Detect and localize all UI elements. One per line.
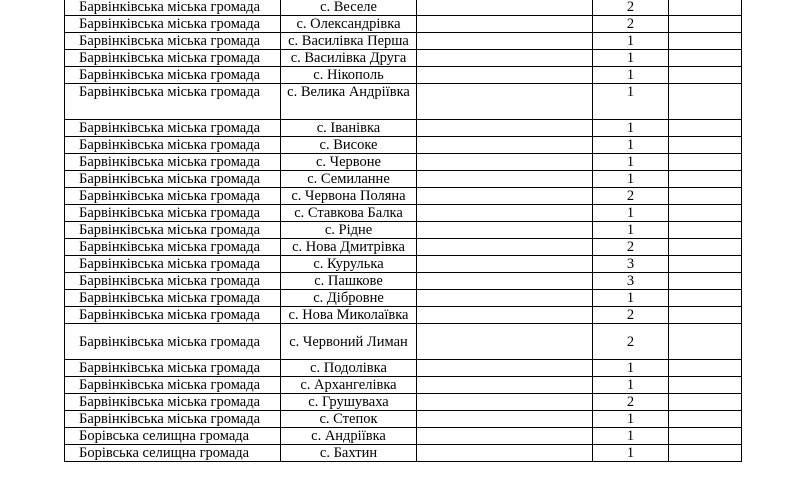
count-cell: 1 (593, 171, 669, 188)
extra-cell (669, 154, 742, 171)
table-row (65, 188, 742, 205)
value-cell (417, 290, 593, 307)
table-row (65, 445, 742, 462)
extra-cell (669, 84, 742, 120)
settlement-cell: с. Нова Дмитрівка (281, 239, 417, 256)
value-cell (417, 273, 593, 290)
community-cell: Барвінківська міська громада (65, 171, 281, 188)
community-cell: Барвінківська міська громада (65, 205, 281, 222)
count-cell: 1 (593, 120, 669, 137)
value-cell (417, 154, 593, 171)
table-body (65, 0, 742, 462)
value-cell (417, 307, 593, 324)
extra-cell (669, 188, 742, 205)
settlement-cell: с. Червоне (281, 154, 417, 171)
value-cell (417, 394, 593, 411)
extra-cell (669, 50, 742, 67)
table-row (65, 84, 742, 120)
community-cell: Барвінківська міська громада (65, 0, 281, 16)
community-cell: Барвінківська міська громада (65, 67, 281, 84)
count-cell: 1 (593, 137, 669, 154)
count-cell: 1 (593, 222, 669, 239)
settlement-cell: с. Архангелівка (281, 377, 417, 394)
table-row (65, 360, 742, 377)
table-row (65, 16, 742, 33)
settlement-cell: с. Червона Поляна (281, 188, 417, 205)
extra-cell (669, 171, 742, 188)
settlement-cell: с. Рідне (281, 222, 417, 239)
community-cell: Барвінківська міська громада (65, 256, 281, 273)
settlement-table (64, 0, 742, 462)
value-cell (417, 0, 593, 16)
extra-cell (669, 428, 742, 445)
table-row (65, 171, 742, 188)
count-cell: 1 (593, 205, 669, 222)
settlement-cell: с. Червоний Лиман (281, 324, 417, 360)
value-cell (417, 360, 593, 377)
settlement-cell: с. Степок (281, 411, 417, 428)
value-cell (417, 16, 593, 33)
community-cell: Барвінківська міська громада (65, 16, 281, 33)
table-row (65, 377, 742, 394)
value-cell (417, 239, 593, 256)
value-cell (417, 445, 593, 462)
community-cell: Барвінківська міська громада (65, 33, 281, 50)
count-cell: 1 (593, 154, 669, 171)
value-cell (417, 84, 593, 120)
value-cell (417, 377, 593, 394)
table-row (65, 67, 742, 84)
count-cell: 3 (593, 256, 669, 273)
table-row (65, 33, 742, 50)
settlement-cell: с. Андріївка (281, 428, 417, 445)
community-cell: Барвінківська міська громада (65, 84, 281, 120)
extra-cell (669, 360, 742, 377)
value-cell (417, 411, 593, 428)
value-cell (417, 33, 593, 50)
count-cell: 2 (593, 307, 669, 324)
count-cell: 1 (593, 290, 669, 307)
extra-cell (669, 256, 742, 273)
value-cell (417, 256, 593, 273)
extra-cell (669, 290, 742, 307)
count-cell: 2 (593, 0, 669, 16)
count-cell: 2 (593, 16, 669, 33)
community-cell: Барвінківська міська громада (65, 394, 281, 411)
community-cell: Борівська селищна громада (65, 428, 281, 445)
count-cell: 3 (593, 273, 669, 290)
value-cell (417, 67, 593, 84)
settlement-cell: с. Пашкове (281, 273, 417, 290)
settlement-cell: с. Курулька (281, 256, 417, 273)
count-cell: 1 (593, 360, 669, 377)
table-row (65, 324, 742, 360)
settlement-cell: с. Василівка Друга (281, 50, 417, 67)
count-cell: 1 (593, 84, 669, 120)
table-row (65, 307, 742, 324)
count-cell: 1 (593, 33, 669, 50)
table-row (65, 222, 742, 239)
extra-cell (669, 205, 742, 222)
community-cell: Барвінківська міська громада (65, 120, 281, 137)
table-row (65, 50, 742, 67)
count-cell: 2 (593, 324, 669, 360)
community-cell: Барвінківська міська громада (65, 360, 281, 377)
value-cell (417, 205, 593, 222)
value-cell (417, 222, 593, 239)
settlement-cell: с. Василівка Перша (281, 33, 417, 50)
settlement-cell: с. Олександрівка (281, 16, 417, 33)
table-row (65, 0, 742, 16)
table-row (65, 290, 742, 307)
extra-cell (669, 445, 742, 462)
settlement-cell: с. Семиланне (281, 171, 417, 188)
count-cell: 2 (593, 239, 669, 256)
community-cell: Барвінківська міська громада (65, 154, 281, 171)
table-row (65, 428, 742, 445)
extra-cell (669, 67, 742, 84)
table-row (65, 273, 742, 290)
settlement-cell: с. Нова Миколаївка (281, 307, 417, 324)
value-cell (417, 137, 593, 154)
community-cell: Барвінківська міська громада (65, 50, 281, 67)
community-cell: Барвінківська міська громада (65, 222, 281, 239)
settlement-cell: с. Іванівка (281, 120, 417, 137)
extra-cell (669, 324, 742, 360)
extra-cell (669, 120, 742, 137)
settlement-cell: с. Нікополь (281, 67, 417, 84)
table-row (65, 137, 742, 154)
extra-cell (669, 239, 742, 256)
community-cell: Барвінківська міська громада (65, 290, 281, 307)
count-cell: 1 (593, 445, 669, 462)
community-cell: Барвінківська міська громада (65, 188, 281, 205)
extra-cell (669, 307, 742, 324)
value-cell (417, 50, 593, 67)
count-cell: 2 (593, 394, 669, 411)
extra-cell (669, 273, 742, 290)
settlement-cell: с. Подолівка (281, 360, 417, 377)
value-cell (417, 171, 593, 188)
value-cell (417, 120, 593, 137)
settlement-cell: с. Дібровне (281, 290, 417, 307)
count-cell: 1 (593, 67, 669, 84)
extra-cell (669, 33, 742, 50)
community-cell: Барвінківська міська громада (65, 273, 281, 290)
community-cell: Барвінківська міська громада (65, 137, 281, 154)
community-cell: Борівська селищна громада (65, 445, 281, 462)
count-cell: 1 (593, 377, 669, 394)
settlement-cell: с. Високе (281, 137, 417, 154)
extra-cell (669, 16, 742, 33)
community-cell: Барвінківська міська громада (65, 377, 281, 394)
value-cell (417, 188, 593, 205)
extra-cell (669, 0, 742, 16)
extra-cell (669, 377, 742, 394)
value-cell (417, 324, 593, 360)
extra-cell (669, 394, 742, 411)
community-cell: Барвінківська міська громада (65, 307, 281, 324)
table-row (65, 154, 742, 171)
count-cell: 2 (593, 188, 669, 205)
count-cell: 1 (593, 411, 669, 428)
table-row (65, 120, 742, 137)
table-row (65, 394, 742, 411)
community-cell: Барвінківська міська громада (65, 411, 281, 428)
count-cell: 1 (593, 428, 669, 445)
settlement-cell: с. Грушуваха (281, 394, 417, 411)
settlement-cell: с. Веселе (281, 0, 417, 16)
table-row (65, 256, 742, 273)
table-row (65, 205, 742, 222)
extra-cell (669, 411, 742, 428)
table-row (65, 239, 742, 256)
extra-cell (669, 222, 742, 239)
settlement-cell: с. Бахтин (281, 445, 417, 462)
settlement-cell: с. Ставкова Балка (281, 205, 417, 222)
value-cell (417, 428, 593, 445)
community-cell: Барвінківська міська громада (65, 324, 281, 360)
extra-cell (669, 137, 742, 154)
count-cell: 1 (593, 50, 669, 67)
settlement-cell: с. Велика Андріївка (281, 84, 417, 120)
table-row (65, 411, 742, 428)
community-cell: Барвінківська міська громада (65, 239, 281, 256)
